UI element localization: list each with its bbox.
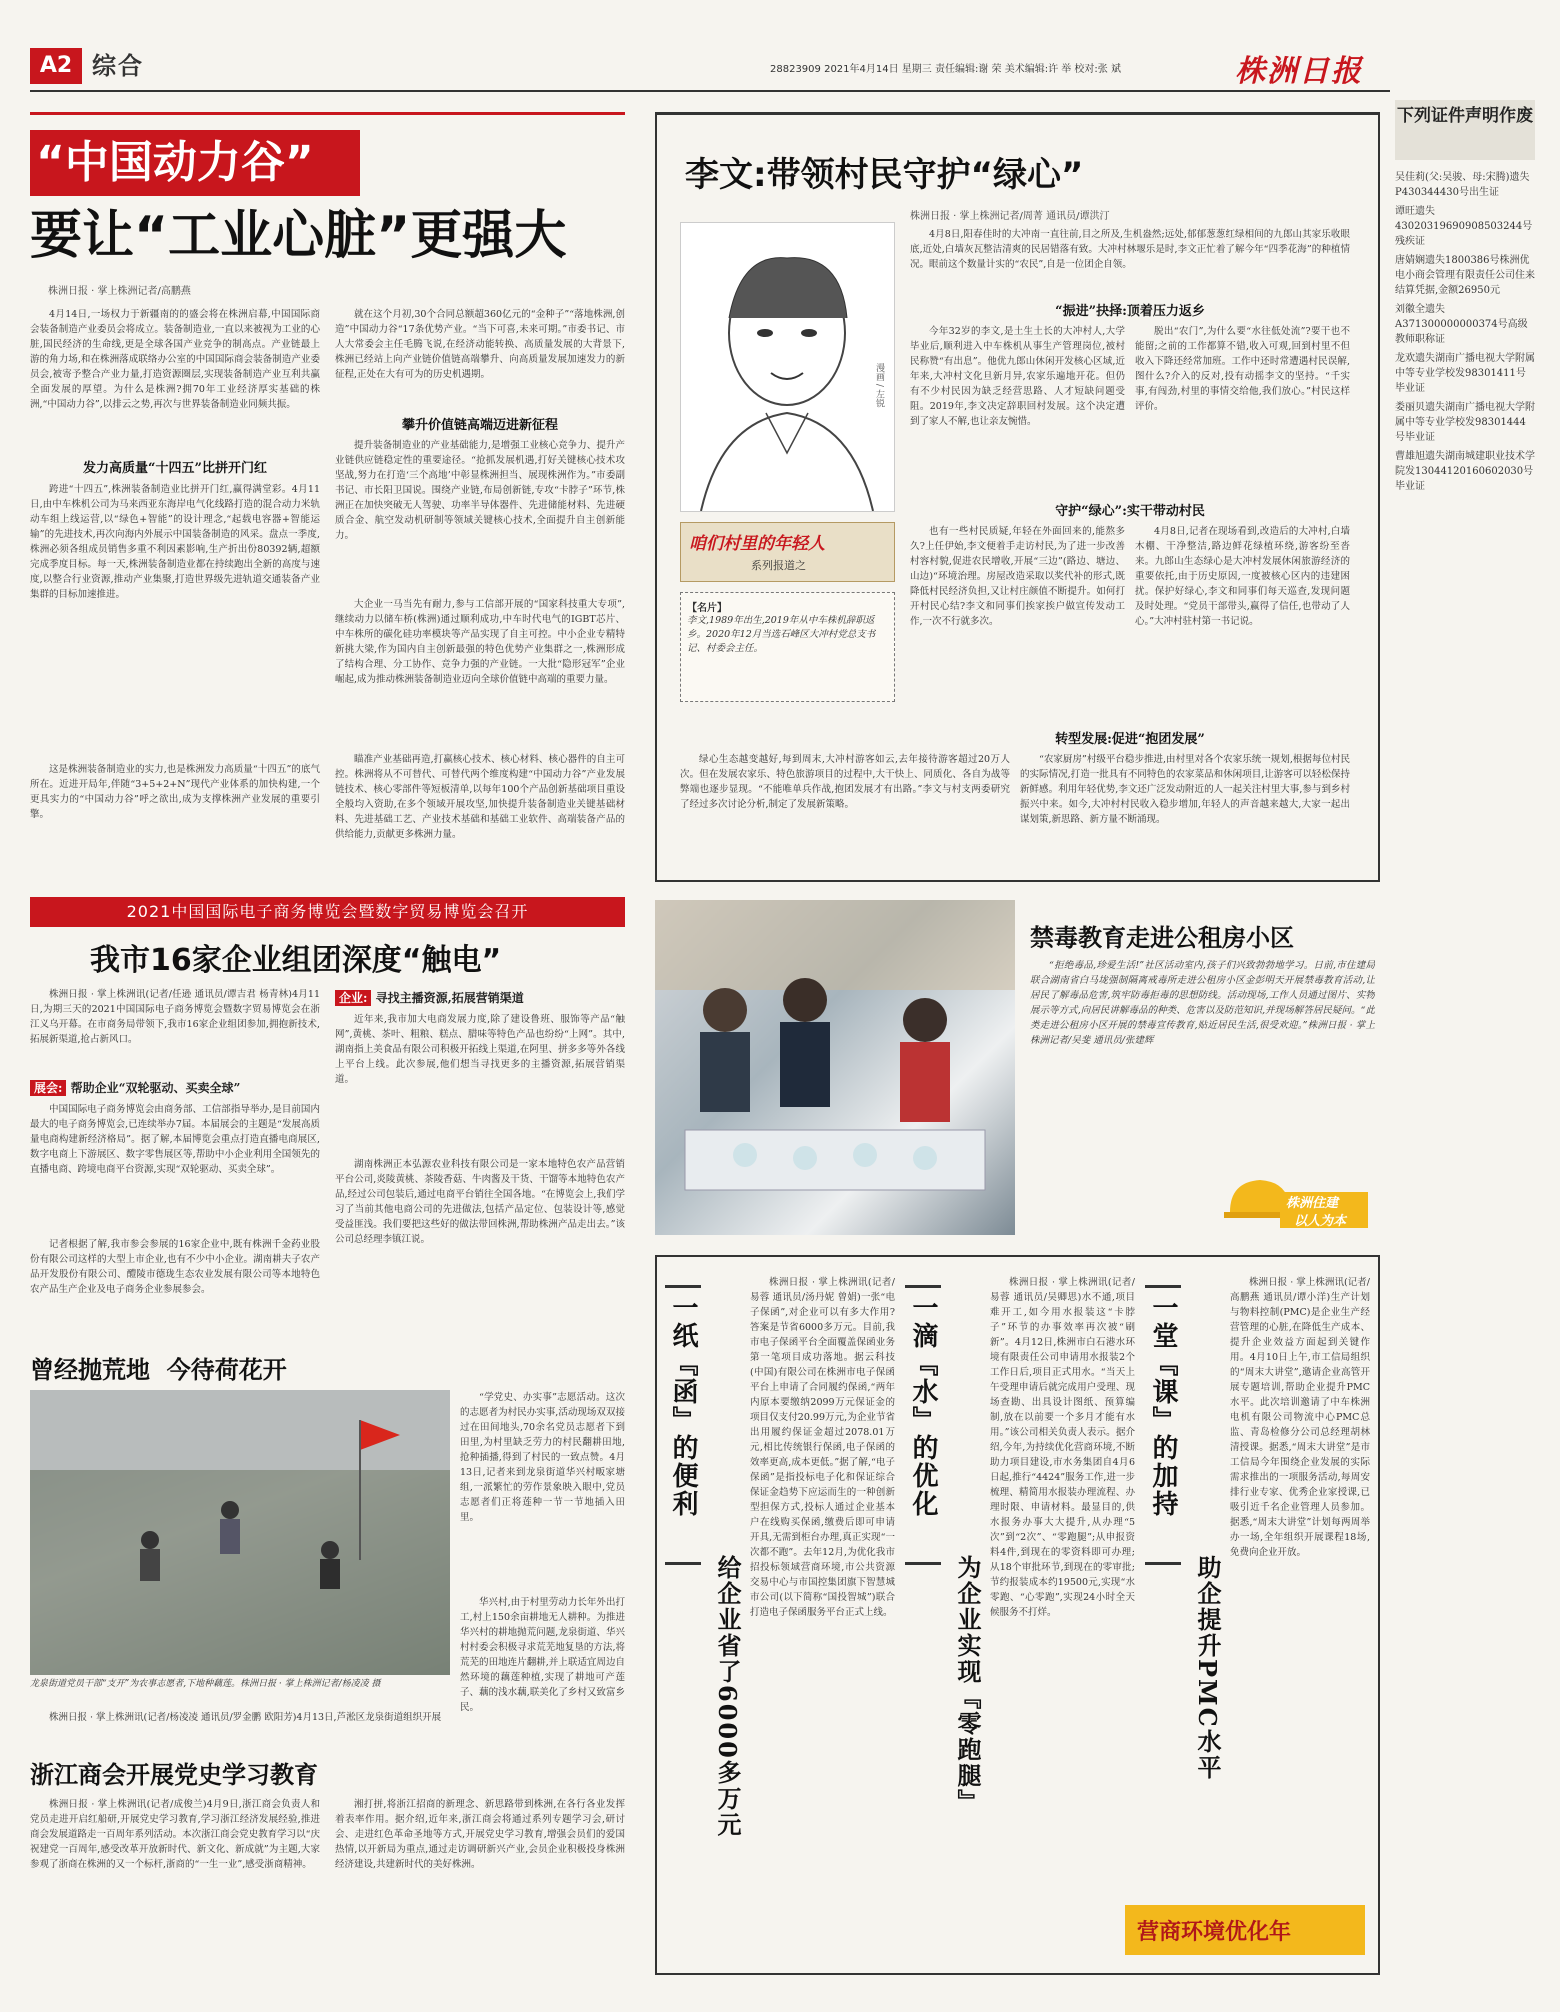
notice-item: 娄丽贝遗失湖南广播电视大学附属中等专业学校发98301444号毕业证: [1395, 402, 1535, 443]
kicker-box: [30, 130, 360, 196]
body-paragraph: 近年来,我市加大电商发展力度,除了建设鲁班、服饰等产品“触网”,黄桃、茶叶、粗粮、糕点、腊味等特色产品也纷纷“上网”。其中,湖南指上美食品有限公司积极开拓线上渠道,在阿里、拼多多等外各线上平台上线。此次参展,他们想当寻找更多的主播资源,拓展营销渠道。: [335, 1014, 625, 1085]
lotus-lead: [30, 1710, 450, 1740]
lotus-caption: 龙泉街道党员干部“支开”为农事志愿者,下地种藕莲。株洲日报 · 掌上株洲记者/杨凌凌 摄: [30, 1679, 381, 1689]
section-name: 综合: [92, 52, 144, 80]
lotus-headline: 曾经抛荒地 今待荷花开: [30, 1356, 287, 1384]
profile-card-text: 李文,1989年出生,2019年从中车株机辞职返乡。2020年12月当选石峰区大冲村党总支书记、村委会主任。: [687, 615, 876, 654]
body-paragraph: 湘打拼,将浙江招商的新理念、新思路带到株洲,在各行各业发挥着表率作用。据介绍,近年来,浙江商会将通过系列专题学习会,研讨会、走进红色革命圣地等方式,开展党史学习教育,增强会员们的爱国热情,以开新局为重点,通过走访调研新兴产业,会员企业积极投身株洲经济建设,共建新时代的美好株洲。: [335, 1799, 625, 1870]
headline-kicker: “中国动力谷”: [36, 137, 314, 188]
story-expo: [30, 897, 640, 1337]
notice-list: [1395, 170, 1535, 498]
expo-tag-2: [335, 989, 625, 1006]
series-number: 系列报道之: [751, 559, 806, 572]
li-wen-headline: 李文:带领村民守护“绿心”: [685, 155, 1084, 195]
col2-text-b: [335, 438, 625, 593]
li-wen-text-1: [910, 324, 1125, 489]
li-wen-text-3: [1135, 324, 1350, 489]
li-wen-lead: [910, 227, 1350, 287]
body-paragraph: 株洲日报 · 掌上株洲讯(记者/杨凌凌 通讯员/罗金鹏 欧阳芳)4月13日,芦淞区龙泉街道组织开展: [49, 1712, 442, 1723]
col2-title: 一滴『水』的优化: [908, 1294, 938, 1518]
badge-line-2: 以人为本: [1294, 1214, 1347, 1229]
body-paragraph: 湖南株洲正本弘源农业科技有限公司是一家本地特色农产品营销平台公司,炎陵黄桃、茶陵香菇、牛肉酱及干货、干馏等本地特色农产品,经过公司包装后,通过电商平台销往全国各地。“在博览会上,我们学习了当前其他电商公司的先进做法,包括产品定位、包装设计等,感觉受益匪浅。我们要把这些好的做法带回株洲,帮助株洲产品走出去。”该公司总经理李镇江说。: [335, 1159, 625, 1245]
body-paragraph: 就在这个月初,30个合同总额超360亿元的“金种子”“落地株洲,创造”中国动力谷“17条优势产业。“当下可喜,未来可期。”市委书记、市人大常委会主任毛腾飞说,在经济动能转换、高质量发展的大背景下,株洲已经站上向产业链价值链高端攀升、向高质量发展加速发力的新征程,正处在大有可为的历史机遇期。: [335, 309, 625, 380]
expo-tag-1: [30, 1079, 320, 1096]
body-paragraph: 跨进“十四五”,株洲装备制造业比拼开门红,赢得满堂彩。4月11日,由中车株机公司为马来西亚东海岸电气化线路打造的混合动力米轨动车组上线运营,以“绿色+智能”的设计理念,“起载电容器+智能运输”的先进技术,再次向海内外展示中国装备制造的风采。盘点一季度,株洲必须各组成员销售多重不利因素影响,生产折出份80392辆,超额完成季度目标。每一天,株洲装备制造业都在持续跑出全新的高度与速度,以整合行业资源,推动产业集聚,打造世界级先进轨道交通装备产业集群的目标加速推进。: [30, 484, 320, 600]
portrait-illustration: [680, 222, 895, 512]
col1-subtitle: 给企业省了6000多万元: [713, 1555, 742, 1838]
col3-title: 一堂『课』的加持: [1148, 1294, 1178, 1518]
li-wen-text-4: [1135, 524, 1350, 719]
body-paragraph: 今年32岁的李文,是土生土长的大冲村人,大学毕业后,顺利进入中车株机从事生产管理岗位,被村民称赞“有出息”。他优九郎山休闲开发核心区域,近年来,大冲村文化旦新月异,农家乐遍地开花。但仍有不少村民因为缺乏经营思路、人才短缺问题受阻。2019年,李文决定辞职回村发展。这个决定遭到了家人不解,也让亲友惋惜。: [910, 326, 1125, 427]
subhead-1: 发力高质量“十四五”比拼开门红: [83, 461, 267, 476]
body-paragraph: 也有一些村民质疑,年轻在外面回来的,能熬多久?上任伊始,李文便着手走访村民,为了进一步改善村容村貌,促进农民增收,开展“三边”(路边、塘边、山边)“环境治理。房屋改造采取以奖代补的形式,既降低村民经济负担,又让村庄颜值不断提升。如何打开村民心结?李文和同事们挨家挨户做宣传发动工作,一次不行就多次。: [910, 526, 1125, 627]
expo-headline: 我市16家企业组团深度“触电”: [90, 943, 502, 978]
tag-text: 寻找主播资源,拓展营销渠道: [375, 991, 524, 1005]
col2-title-block: [905, 1285, 941, 1565]
li-wen-subhead-3: 转型发展:促进“抱团发展”: [1055, 732, 1205, 747]
notice-item: 吴佳莉(父:吴骏、母:宋腾)遗失P430344430号出生证: [1395, 172, 1530, 198]
col2-text-c: [335, 597, 625, 747]
photo-scene: [655, 900, 1015, 1235]
notice-item: 曹雄旭遗失湖南城建职业技术学院发13044120160602030号毕业证: [1395, 451, 1535, 492]
body-paragraph: 株洲日报 · 掌上株洲讯(记者/易蓉 通讯员/吴卿思)水不通,项目难开工,如今用水报装这“卡脖子”环节的办事效率再次被“刷新”。4月12日,株洲市白石港水环境有限责任公司申请用水报装2个工作日后,项目正式用水。“当天上午受理申请后就完成用户受理、现场查勘、出具设计图纸、预算编制,放在以前要一个多月才能有水用。”该公司相关负责人表示。据介绍,今年,为持续优化营商环境,不断助力项目建设,市水务集团自4月6日起,推行“4424”服务工作,进一步梳理、精简用水报装办理流程、办理时限、申请材料。最显目的,供水报务办事大大提升,从办理“5次”到“2次”、“零跑腿”;从申报资料4件,到现在的零资料即可办理;从18个审批环节,到现在的零审批;节约报装成本约19500元,实现“水零跑、“心零跑”,实现24小时全天候服务不打烊。: [990, 1277, 1135, 1618]
body-paragraph: 脱出“农门”,为什么要“水往低处流”?要干也不能留;之前的工作都算不错,收入可观,回到村里不但收入下降还经常加班。工作中还时常遭遇村民误解,图什么?介入的反对,投有动摇李文的坚持。“千实事,有闯劲,村里的事情交给他,我们放心。”村民这样评价。: [1135, 326, 1350, 412]
badge-line-1: 株洲住建: [1286, 1196, 1339, 1211]
notice-item: 谭旺遗失43020319690908503244号残疾证: [1395, 206, 1533, 247]
page-number: A2: [30, 48, 82, 84]
story-lotus: [30, 1350, 640, 1740]
expo-text-1: [30, 1102, 320, 1232]
col2-text-d: [335, 752, 625, 887]
body-paragraph: 大企业一马当先有耐力,参与工信部开展的“国家科技重大专项”,继续动力以储车桥(株洲)通过顺利成功,中车时代电气的IGBT芯片、中车株所的碳化硅功率模块等产品实现了自主可控。中小企业专精特新挑大梁,作为国内自主创新最强的特色优势产业集群之一,株洲形成了结构合理、分工协作、竞争力强的产业链。一大批“隐形冠军”企业崛起,成为推动株洲装备制造业迈向全球价值链中高端的重要力量。: [335, 599, 625, 685]
notice-title: 下列证件声明作废: [1395, 100, 1535, 160]
body-paragraph: “学党史、办实事”志愿活动。这次的志愿者为村民办实事,活动现场双双接过在田间地头,70余名党员志愿者下到田里,为村里缺乏劳力的村民翻耕田地,抢种插播,得到了村民的一致点赞。4月13日,记者来到龙泉街道华兴村畈家塘组,一派繁忙的劳作景象映入眼中,党员志愿者们正将莲种一节一节地插入田里。: [460, 1392, 625, 1523]
notice-item: 唐婧娴遗失1800386号株洲优电小商会管理有限责任公司住来结算凭据,金额26950元: [1395, 255, 1535, 296]
body-paragraph: 4月14日,一场权力于新疆南的的盛会将在株洲启幕,中国国际商会装备制造产业委员会将成立。装备制造业,一直以来被视为工业的心脏,国民经济的生命线,更是全球各国产业竞争的制高点。产业链最上游的角力场,和在株洲落成联络办公室的中国国际商会装备制造产业委员会,被寄予整合产业力量,打造资源圈层,实现装备制造产业互利共赢全面发展的厚望。为什么是株洲?拥70年工业经济厚实基础的株洲,“中国动力谷”,以排云之势,再次与世界装备制造业同频共振。: [30, 309, 320, 410]
zhejiang-text-2: [335, 1797, 625, 1987]
profile-card-label: 【名片】: [687, 603, 727, 614]
col1-title: 一纸『函』的便利: [668, 1294, 698, 1518]
col1-text-a: [30, 307, 320, 452]
body-paragraph: 株洲日报 · 掌上株洲讯(记者/成俊兰)4月9日,浙江商会负责人和党员走进开启红船研,开展党史学习教育,学习浙江经济发展经验,推进商会发展道路走一百周年系列活动。本次浙江商会党史教育学习以“庆祝建党一百周年,感受改革开放新时代、新文化、新成就”为主题,大家参观了浙商在株洲的又一个标杆,浙商的“一生一业”,感受浙商精神。: [30, 1799, 320, 1870]
expo-text-4: [335, 1157, 625, 1332]
body-paragraph: 4月8日,阳春佳时的大冲南一直往前,目之所及,生机盎然;远处,郁郁葱葱红绿相间的九郎山其家乐收眼底,近处,白墙灰瓦整洁清爽的民居错落有致。大冲村林堰乐是时,李文正忙着了解今年“四季花海”的种植情况。眼前这个数量计实的“农民”,自是一位团企自领。: [910, 229, 1350, 270]
headline-main: 要让“工业心脏”更强大: [30, 206, 567, 266]
body-paragraph: 4月8日,记者在现场看到,改造后的大冲村,白墙木棚、干净整洁,路边鲜花绿植环绕,游客纷至沓来。九郎山生态绿心是大冲村发展休闲旅游经济的重要依托,由于历史原因,一度被核心区内的违建困扰。保护好绿心,李文和同事们每天巡查,发现问题及时处理。“党员干部带头,赢得了信任,也带动了人心。”大冲村驻村第一书记说。: [1135, 526, 1350, 627]
col1-text-c: [30, 762, 320, 887]
li-wen-subhead-2: 守护“绿心”:实干带动村民: [1055, 504, 1205, 519]
antidrug-photo: [655, 900, 1015, 1235]
tag-text: 帮助企业“双轮驱动、买卖全球”: [70, 1081, 241, 1095]
page-header: [30, 40, 1390, 92]
profile-card: [680, 592, 895, 702]
li-wen-subhead-1: “振进”抉择:顶着压力返乡: [1055, 304, 1205, 319]
li-wen-byline: 株洲日报 · 掌上株洲记者/周菁 通讯员/谭洪汀: [910, 211, 1110, 222]
col2-subtitle: 为企业实现『零跑腿』: [953, 1555, 982, 1815]
zhejiang-text-1: [30, 1797, 320, 1987]
li-wen-text-5: [680, 752, 1010, 872]
body-paragraph: 株洲日报 · 掌上株洲讯(记者/任逊 通讯员/谭吉君 杨青林)4月11日,为期三天的2021中国国际电子商务博览会暨数字贸易博览会在浙江义乌开幕。在市商务局带领下,我市16家企业组团参加,拥抱新技术,拓展新渠道,抢占新风口。: [30, 989, 320, 1045]
notice-column: [1395, 100, 1535, 580]
story-li-wen: [655, 112, 1380, 882]
masthead-logo: 株洲日报: [1235, 54, 1363, 89]
tag-label: 展会:: [30, 1080, 66, 1096]
body-paragraph: 株洲日报 · 掌上株洲讯(记者/易蓉 通讯员/汤丹妮 曾娟)一张“电子保函”,对企业可以有多大作用?答案是节省6000多万元。目前,我市电子保函平台全面覆盖保函业务第一笔项目成功落地。据云科技(中国)有限公司在株洲市电子保函平台上申请了合同履约保函,“两年内原本要缴纳2099万元保证金的项目仅支付20.99万元,为企业节省出用履约保证金超过2078.01万元,相比传统银行保函,电子保函的效率更高,成本更低。”据了解,“电子保函”是指投标电子化和保证综合保证金趋势下应运而生的一种创新型担保方式,投标人通过企业基本户在线购买保函,缴费后即可申请开具,无需到柜台办理,真正实现“一次都不跑”。去年12月,为优化我市招投标领域营商环境,市公共资源交易中心与市国控集团旗下智慧城市公司(以下简称“国投智城”)联合打造电子保函服务平台正式上线。: [750, 1277, 895, 1618]
body-paragraph: 华兴村,由于村里劳动力长年外出打工,村上150余亩耕地无人耕种。为推进华兴村的耕地抛荒问题,龙泉街道、华兴村村委会积极寻求荒芜地复垦的方法,将荒芜的田地连片翻耕,并上联适宜周边自然环境的藕莲种植,实现了耕地可产莲子、藕的浅水藕,联美化了乡村又致富乡民。: [460, 1597, 625, 1713]
antidrug-headline: 禁毒教育走进公租房小区: [1030, 924, 1294, 952]
housing-badge: [1220, 1168, 1370, 1232]
lotus-text-2: [460, 1595, 625, 1740]
body-paragraph: “拒绝毒品,珍爱生活!”社区活动室内,孩子们兴致勃勃地学习。日前,市住建局联合湖南省白马垅强制隔离戒毒所走进公租房小区金彭明天开展禁毒教育活动,让居民了解毒品危害,筑牢防毒拒毒的思想防线。活动现场,工作人员通过图片、实物展示等方式,向居民讲解毒品的种类、危害以及防范知识,并现场解答居民疑问。“此类走进公租房小区开展的禁毒宣传教育,贴近居民生活,很受欢迎。”株洲日报 · 掌上株洲记者/吴斐 通讯员/张建辉: [1030, 960, 1375, 1046]
col3-title-block: [1145, 1285, 1181, 1565]
col3-subtitle: 助企提升PMC水平: [1193, 1555, 1222, 1781]
expo-banner: 2021中国国际电子商务博览会暨数字贸易博览会召开: [30, 897, 625, 927]
tag-label: 企业:: [335, 990, 371, 1006]
body-paragraph: 中国国际电子商务博览会由商务部、工信部指导举办,是目前国内最大的电子商务博览会,已连续举办7届。本届展会的主题是“发展高质量电商构建新经济格局”。据了解,本届博览会重点打造直播电商展区,数字电商上下游展区、数字零售展区等,帮助中小企业利用全国领先的直播电商、跨境电商平台资源,实现“双轮驱动、买卖全球”。: [30, 1104, 320, 1175]
lotus-photo: [30, 1390, 450, 1675]
col1-text-b: [30, 482, 320, 752]
expo-lead: [30, 987, 320, 1077]
photo-field: [30, 1390, 450, 1675]
notice-item: 刘徽全遗失A371300000000374号高级教师职称证: [1395, 304, 1528, 345]
col3-body: [1230, 1275, 1370, 1885]
body-paragraph: 株洲日报 · 掌上株洲讯(记者/高鹏燕 通讯员/谭小洋)生产计划与物料控制(PMC)是企业生产经营管理的心脏,在降低生产成本、提升企业效益方面起到关键作用。4月10日上午,市工信局组织的“周末大讲堂”,邀请企业高管开展专题培训,帮助企业提升PMC水平。此次培训邀请了中车株洲电机有限公司物流中心PMC总监、青岛检修分公司总经理胡林清授课。据悉,“周末大讲堂”是市工信局今年围绕企业发展的实际需求推出的一项服务活动,每周安排行业专家、优秀企业家授课,已吸引近千名企业管理人员参加。据悉,“周末大讲堂”计划每两周举办一场,全年组织开展课程18场,免费向企业开放。: [1230, 1277, 1370, 1558]
lotus-text-1: [460, 1390, 625, 1590]
col2-text-a: [335, 307, 625, 407]
story-business-environment: [655, 1255, 1380, 1995]
portrait-sketch: [681, 223, 894, 511]
feature-band: [1125, 1905, 1365, 1955]
feature-band-text: 营商环境优化年: [1137, 1920, 1292, 1945]
series-badge: [680, 522, 895, 582]
header-info: 28823909 2021年4月14日 星期三 责任编辑:谢 荣 美术编辑:许 举 校对:张 斌: [770, 64, 1121, 75]
series-title: 咱们村里的年轻人: [689, 534, 825, 554]
story-zhejiang: [30, 1755, 640, 1995]
body-paragraph: 记者根据了解,我市参会参展的16家企业中,既有株洲千金药业股份有限公司这样的大型上市企业,也有不少中小企业。湖南耕夫子农产品开发股份有限公司、醴陵市德珑生态农业发展有限公司等本地特色农产品生产企业及电子商务企业参展参会。: [30, 1239, 320, 1295]
story-power-valley: [30, 112, 640, 892]
body-paragraph: “农家厨房”村级平台稳步推进,由村里对各个农家乐统一规划,根据每位村民的实际情况,打造一批具有不同特色的农家菜品和休闲项目,让游客可以轻松保持新鲜感。利用年轻优势,李文还广泛发动附近的人一起关注村里大事,参与到乡村振兴中来。如今,大冲村村民收入稳步增加,年轻人的声音越来越大,大家一起出谋划策,新思路、新方量不断涌现。: [1020, 754, 1350, 825]
zhejiang-headline: 浙江商会开展党史学习教育: [30, 1761, 318, 1789]
story-top-rule: [30, 112, 625, 115]
li-wen-text-6: [1020, 752, 1350, 872]
body-paragraph: 提升装备制造业的产业基础能力,是增强工业核心竞争力、提升产业链供应链稳定性的重要途径。“抢抓发展机遇,打好关键核心技术攻坚战,努力在打造‘三个高地’中彰显株洲担当、展现株洲作为。”市委副书记、市长阳卫国说。围绕产业链,布局创新链,专攻“卡脖子”环节,株洲正在加快突破无人驾驶、功率半导体器件、先进储能材料、先进硬质合金、航空发动机研制等领域关键核心技术,全面提升自主创新能力。: [335, 440, 625, 541]
body-paragraph: 这是株洲装备制造业的实力,也是株洲发力高质量“十四五”的底气所在。近进开局年,伴随“3+5+2+N”现代产业体系的加快构建,一个更具实力的“中国动力谷”呼之欲出,成为支撑株洲产业发展的重要引擎。: [30, 764, 320, 820]
illustrator-credit: 漫画 / 左锐: [874, 363, 884, 408]
body-paragraph: 瞄准产业基础再造,打赢核心技术、核心材料、核心器件的自主可控。株洲将从不可替代、可替代两个维度构建“中国动力谷”产业发展链技术、核心零部件等短板清单,以每年100个产品创新基础项目重设全般均入资助,在多个领域开展攻坚,加快提升装备制造业关键基础材料、先进基础工艺、产业技术基础和基础工业软件、高端装备产品的供给能力,贡献更多株洲力量。: [335, 754, 625, 840]
expo-text-2: [30, 1237, 320, 1332]
subhead-2: 攀升价值链高端迈进新征程: [401, 418, 558, 433]
byline: 株洲日报 · 掌上株洲记者/高鹏燕: [48, 286, 191, 297]
story-antidrug: [655, 900, 1380, 1240]
header-rule: [30, 90, 1390, 92]
antidrug-text: [1030, 958, 1375, 1158]
col2-body: [990, 1275, 1135, 1965]
expo-text-3: [335, 1012, 625, 1152]
col1-body: [750, 1275, 895, 1965]
li-wen-text-2: [910, 524, 1125, 719]
notice-item: 龙欢遗失湖南广播电视大学附属中等专业学校发98301411号毕业证: [1395, 353, 1535, 394]
body-paragraph: 绿心生态越变越好,每到周末,大冲村游客如云,去年接待游客超过20万人次。但在发展农家乐、特色旅游项目的过程中,大干快上、同质化、各自为战等弊端也逐步显现。“不能唯单兵作战,抱团发展才有出路。”李文与村支两委研究了经过多次讨论分析,制定了发展新策略。: [680, 754, 1010, 810]
col1-title-block: [665, 1285, 701, 1565]
